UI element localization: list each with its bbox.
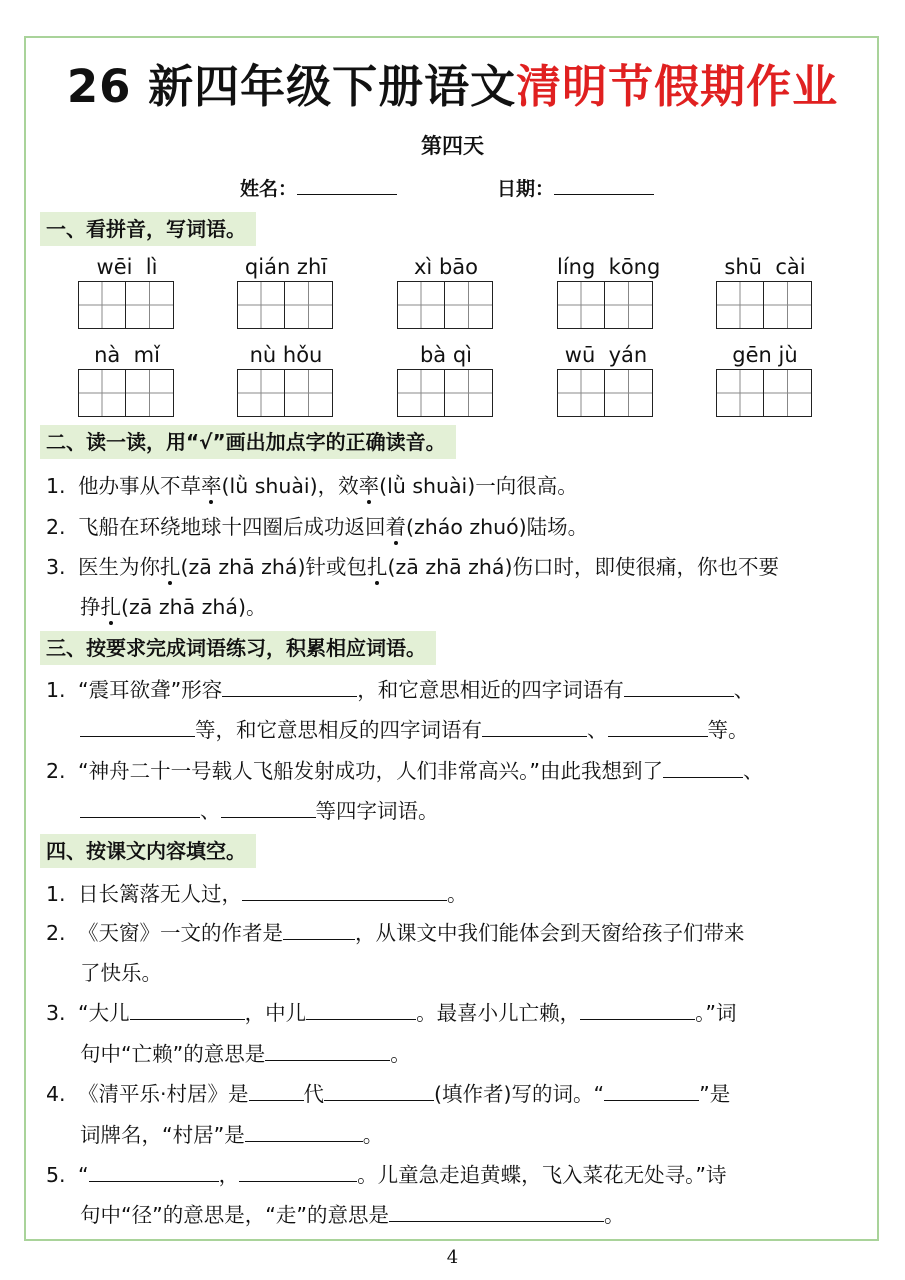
question-line: 1. 他办事从不草率(lǜ shuài)，效率(lǜ shuài)一向很高。	[46, 474, 578, 498]
pinyin-item: qián zhī	[237, 253, 335, 329]
question-line: 1. 日长篱落无人过， 。	[46, 882, 468, 906]
answer-blank[interactable]	[249, 1080, 304, 1101]
section-4-header: 四、按课文内容填空。	[40, 834, 256, 868]
writing-boxes[interactable]	[716, 281, 814, 329]
question-line: 5. “ ， 。儿童急走追黄蝶，飞入菜花无处寻。”诗	[46, 1163, 727, 1187]
answer-blank[interactable]	[283, 919, 355, 940]
question-line: 3. 医生为你扎(zā zhā zhá)针或包扎(zā zhā zhá)伤口时，即使很痛，你也不要	[46, 555, 779, 579]
writing-boxes[interactable]	[397, 281, 495, 329]
answer-blank[interactable]	[624, 676, 734, 697]
question-line-continued: 句中“亡赖”的意思是 。	[80, 1042, 411, 1066]
day-subtitle: 第四天	[421, 134, 484, 158]
dotted-char: 扎	[366, 555, 388, 579]
question-line-continued: 、 等四字词语。	[80, 797, 439, 825]
dotted-char: 扎	[160, 555, 181, 579]
writing-boxes[interactable]	[78, 369, 176, 417]
question-line-continued: 挣扎(zā zhā zhá)。	[80, 595, 267, 619]
writing-boxes[interactable]	[557, 369, 655, 417]
dotted-char: 扎	[100, 595, 121, 619]
answer-blank[interactable]	[80, 797, 200, 818]
question-line: 2. “神舟二十一号载人飞船发射成功，人们非常高兴。”由此我想到了 、	[46, 759, 764, 783]
pinyin-item: nù hǒu	[237, 341, 335, 417]
answer-blank[interactable]	[80, 716, 195, 737]
question-line: 2. 《天窗》一文的作者是 ，从课文中我们能体会到天窗给孩子们带来	[46, 921, 745, 945]
question-line-continued: 了快乐。	[80, 961, 162, 985]
answer-blank[interactable]	[239, 1161, 357, 1182]
writing-boxes[interactable]	[557, 281, 655, 329]
date-field[interactable]: 日期：	[497, 174, 654, 201]
writing-boxes[interactable]	[716, 369, 814, 417]
writing-boxes[interactable]	[397, 369, 495, 417]
writing-boxes[interactable]	[237, 281, 335, 329]
answer-blank[interactable]	[389, 1201, 604, 1222]
page-title: 26 新四年级下册语文清明节假期作业	[66, 60, 839, 113]
pinyin-item: wū yán	[557, 341, 655, 417]
answer-blank[interactable]	[221, 797, 316, 818]
dotted-char: 率	[201, 474, 222, 498]
answer-blank[interactable]	[482, 716, 587, 737]
question-line: 1. “震耳欲聋”形容 ，和它意思相近的四字词语有 、	[46, 678, 755, 702]
question-line: 4. 《清平乐·村居》是 代 (填作者)写的词。“ ”是	[46, 1082, 731, 1106]
answer-blank[interactable]	[265, 1040, 390, 1061]
title-highlight: 清明节假期作业	[516, 60, 839, 113]
section-3-header: 三、按要求完成词语练习，积累相应词语。	[40, 631, 436, 665]
answer-blank[interactable]	[580, 999, 695, 1020]
question-line: 3. “大儿 ，中儿 。最喜小儿亡赖， 。”词	[46, 1001, 737, 1025]
writing-boxes[interactable]	[78, 281, 176, 329]
answer-blank[interactable]	[242, 880, 447, 901]
section-1-header: 一、看拼音，写词语。	[40, 212, 256, 246]
question-line-continued: 词牌名，“村居”是 。	[80, 1123, 384, 1147]
question-line: 2. 飞船在环绕地球十四圈后成功返回着(zháo zhuó)陆场。	[46, 515, 589, 539]
answer-blank[interactable]	[604, 1080, 699, 1101]
answer-blank[interactable]	[608, 716, 708, 737]
dotted-char: 率	[358, 474, 380, 498]
pinyin-item: wēi lì	[78, 253, 176, 329]
pinyin-item: líng kōng	[557, 253, 655, 329]
answer-blank[interactable]	[245, 1121, 363, 1142]
question-line-continued: 句中“径”的意思是，“走”的意思是 。	[80, 1203, 625, 1227]
page-number: 4	[446, 1247, 459, 1268]
name-field[interactable]: 姓名：	[240, 174, 397, 201]
answer-blank[interactable]	[130, 999, 245, 1020]
answer-blank[interactable]	[222, 676, 357, 697]
pinyin-item: gēn jù	[716, 341, 814, 417]
answer-blank[interactable]	[324, 1080, 434, 1101]
pinyin-item: nà mǐ	[78, 341, 176, 417]
pinyin-item: shū cài	[716, 253, 814, 329]
question-line-continued: 等，和它意思相反的四字词语有 、 等。	[80, 716, 749, 744]
answer-blank[interactable]	[89, 1161, 219, 1182]
writing-boxes[interactable]	[237, 369, 335, 417]
answer-blank[interactable]	[306, 999, 416, 1020]
answer-blank[interactable]	[663, 757, 743, 778]
dotted-char: 着	[385, 515, 406, 539]
pinyin-item: bà qì	[397, 341, 495, 417]
section-2-header: 二、读一读，用“√”画出加点字的正确读音。	[40, 425, 456, 459]
pinyin-item: xì bāo	[397, 253, 495, 329]
